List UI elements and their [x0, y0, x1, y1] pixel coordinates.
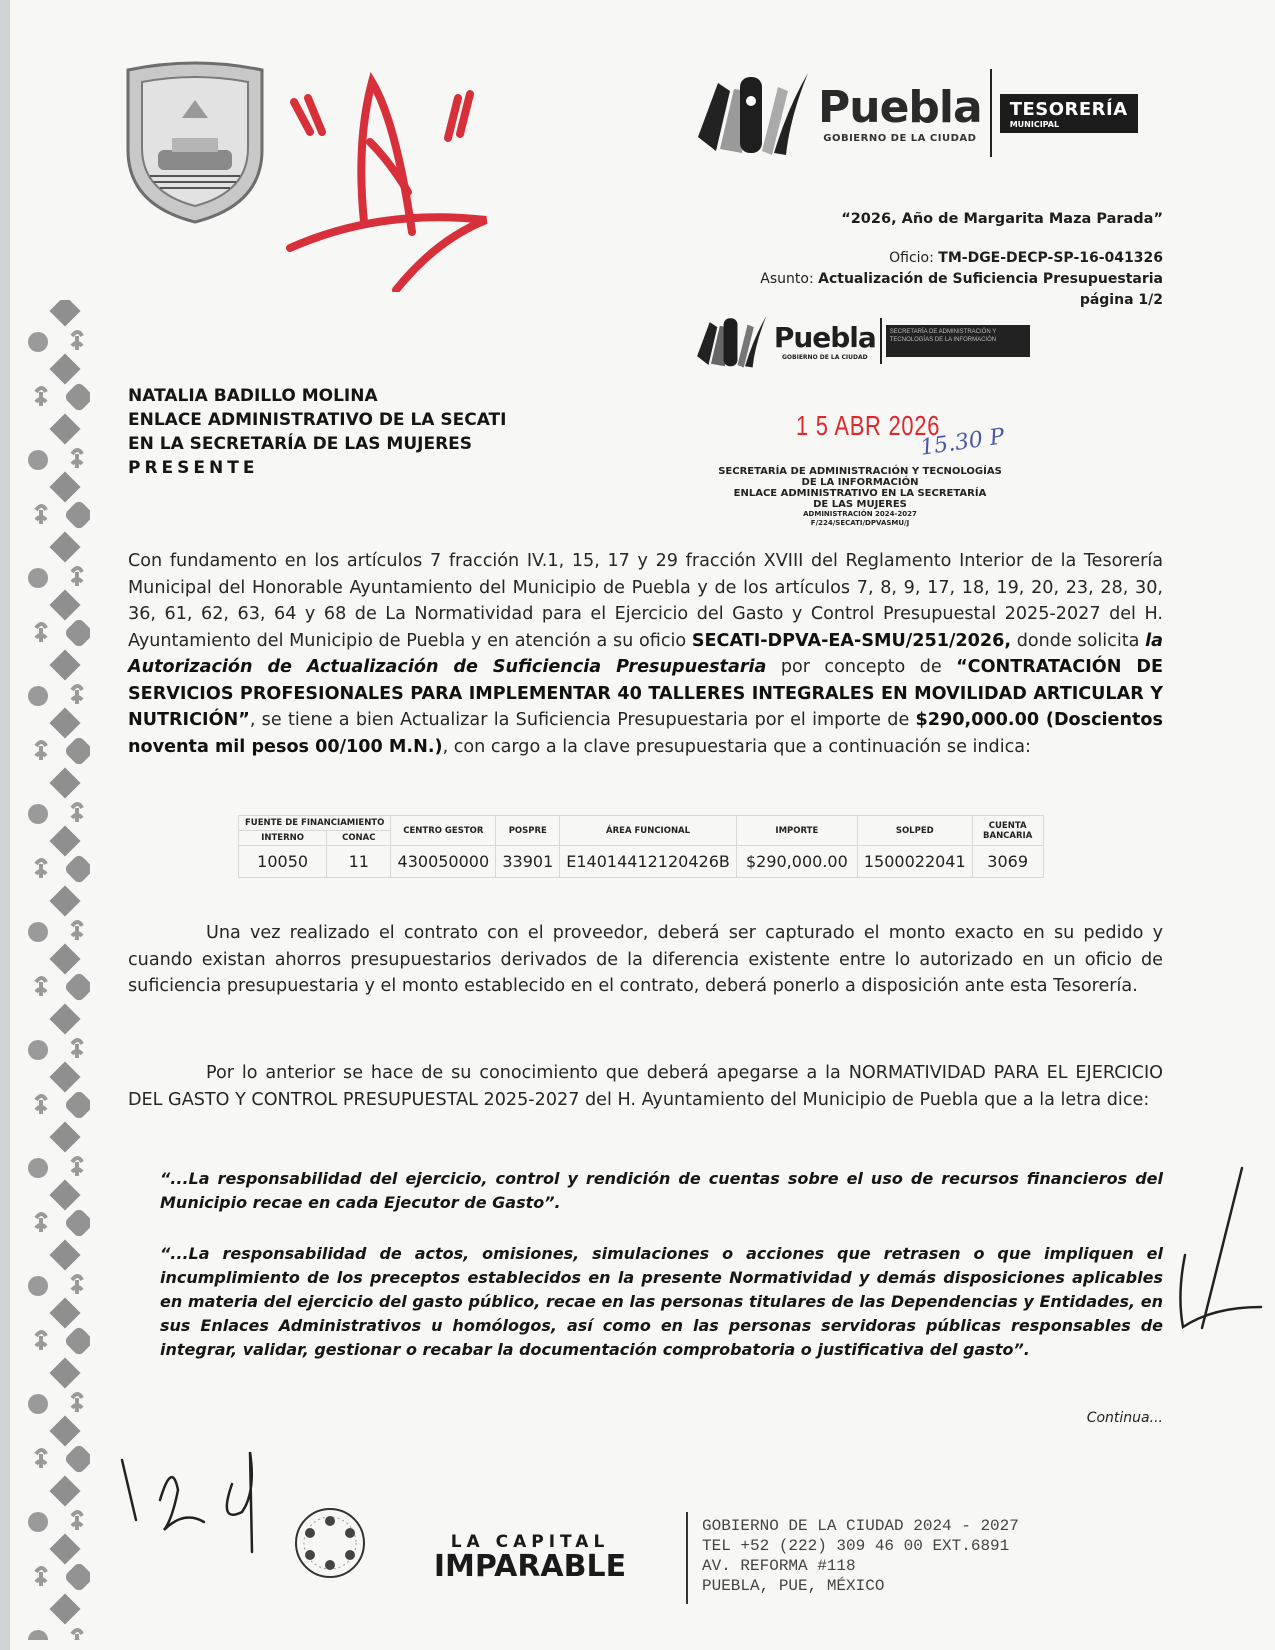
- handwritten-received-time: 15.30 P: [918, 424, 1007, 461]
- request-oficio-ref: SECATI-DPVA-EA-SMU/251/2026,: [691, 630, 1012, 651]
- footer-address: GOBIERNO DE LA CIUDAD 2024 - 2027 TEL +52 (222) 309 46 00 EXT.6891 AV. REFORMA #118 PUEBLA, PUE, MÉXICO: [702, 1517, 1019, 1595]
- received-date-stamp: 1 5 ABR 2026: [796, 410, 941, 441]
- conac-header: CONAC: [327, 831, 391, 846]
- handwritten-a-mark-icon: [282, 62, 492, 292]
- continued-note: Continua...: [1086, 1410, 1163, 1426]
- recipient-block: [128, 384, 506, 480]
- area-funcional-header: ÁREA FUNCIONAL: [560, 816, 737, 846]
- cell-solped: 1500022041: [857, 846, 972, 878]
- cell-conac: 11: [327, 846, 391, 878]
- year-motto: “2026, Año de Margarita Maza Parada”: [841, 211, 1163, 227]
- page-number: página 1/2: [1079, 292, 1163, 308]
- logo-subtitle: GOBIERNO DE LA CIUDAD: [823, 133, 977, 144]
- solped-header: SOLPED: [857, 816, 972, 846]
- recipient-name: NATALIA BADILLO MOLINA: [128, 386, 378, 406]
- cell-interno: 10050: [239, 846, 327, 878]
- asunto-value: Actualización de Suficiencia Presupuestaria: [818, 271, 1163, 287]
- regulation-quote-1: “...La responsabilidad del ejercicio, control y rendición de cuentas sobre el uso de recursos financieros del Municipio recae en cada Ejecutor de Gasto”.: [160, 1169, 1163, 1212]
- municipal-coat-of-arms-icon: [120, 58, 270, 226]
- recipient-title: ENLACE ADMINISTRATIVO DE LA SECATI: [128, 410, 507, 430]
- received-stamp-dept: SECRETARÍA DE ADMINISTRACIÓN Y TECNOLOGÍAS DE LA INFORMACIÓN: [886, 325, 1030, 357]
- presente-label: PRESENTE: [128, 458, 259, 478]
- importe-header: IMPORTE: [736, 816, 857, 846]
- asunto-line: Asunto: Actualización de Suficiencia Presupuestaria: [760, 271, 1163, 287]
- authorized-amount: $290,000.00 (Doscientos noventa mil pesos 00/100 M.N.): [128, 710, 1163, 757]
- cell-cuenta-bancaria: 3069: [972, 846, 1043, 878]
- recipient-title-2: EN LA SECRETARÍA DE LAS MUJERES: [128, 434, 473, 454]
- puebla-city-logo-small-icon: [690, 312, 770, 370]
- slogan-line-2: IMPARABLE: [433, 1549, 627, 1584]
- budget-key-table: [238, 815, 1044, 878]
- left-page-edge: [0, 0, 10, 1650]
- centro-gestor-header: CENTRO GESTOR: [391, 816, 496, 846]
- funding-source-header: FUENTE DE FINANCIAMIENTO: [239, 816, 391, 831]
- tesoreria-badge: TESORERÍA MUNICIPAL: [1000, 94, 1138, 133]
- puebla-wordmark: Puebla: [818, 82, 982, 133]
- la-capital-imparable-logo: [400, 1532, 660, 1582]
- table-row: [239, 846, 1044, 878]
- cuenta-bancaria-header: CUENTA BANCARIA: [972, 816, 1043, 846]
- service-concept: “CONTRATACIÓN DE SERVICIOS PROFESIONALES PARA IMPLEMENTAR 40 TALLERES INTEGRALES EN MOVILIDAD ARTICULAR Y NUTRICIÓN”: [128, 657, 1163, 730]
- cell-importe: $290,000.00: [736, 846, 857, 878]
- received-stamp-text: SECRETARÍA DE ADMINISTRACIÓN Y TECNOLOGÍAS DE LA INFORMACIÓN ENLACE ADMINISTRATIVO EN LA SECRETARÍA DE LAS MUJERES ADMINISTRACIÓN 2024-2027 F/224/SECATI/DPVASMU/J: [718, 466, 1002, 527]
- interno-header: INTERNO: [239, 831, 327, 846]
- labor-equality-certification-seal-icon: [292, 1505, 368, 1581]
- regulation-quote-2: “...La responsabilidad de actos, omisiones, simulaciones o acciones que retrasen o que impliquen el incumplimiento de los preceptos establecidos en la presente Normatividad y demás disposiciones aplicables en materia del ejercicio del gasto público, recae en las personas titulares de las Dependencias y Entidades, en sus Enlaces Administrativos u homólogos, así como en las personas servidoras públicas responsables de integrar, validar, gestionar o recabar la documentación comprobatoria o justificativa del gasto”.: [160, 1244, 1163, 1359]
- cell-area-funcional: E14014412120426B: [560, 846, 737, 878]
- cell-pospre: 33901: [496, 846, 560, 878]
- oficio-number: TM-DGE-DECP-SP-16-041326: [938, 250, 1163, 266]
- cell-centro-gestor: 430050000: [391, 846, 496, 878]
- body-paragraph-2: Una vez realizado el contrato con el proveedor, deberá ser capturado el monto exacto en su pedido y cuando existan ahorros presupuestarios derivados de la diferencia existente entre lo autorizado en un oficio de suficiencia presupuestaria y el monto establecido en el contrato, deberá ponerlo a disposición ante esta Tesorería.: [128, 923, 1163, 996]
- pospre-header: POSPRE: [496, 816, 560, 846]
- puebla-city-logo-icon: [690, 67, 810, 159]
- body-paragraph-1: Con fundamento en los artículos 7 fracción IV.1, 15, 17 y 29 fracción XVIII del Reglamento Interior de la Tesorería Municipal del Honorable Ayuntamiento del Municipio de Puebla y de los artículos 7, 8, 9, 17, 18, 19, 20, 23, 28, 30, 36, 61, 62, 63, 64 y 68 de La Normatividad para el Ejercicio del Gasto y Control Presupuestal 2025-2027 del H. Ayuntamiento del Municipio de Puebla y en atención a su oficio SECATI-DPVA-EA-SMU/251/2026, donde solicita la Autorización de Actualización de Suficiencia Presupuestaria por concepto de “CONTRATACIÓN DE SERVICIOS PROFESIONALES PARA IMPLEMENTAR 40 TALLERES INTEGRALES EN MOVILIDAD ARTICULAR Y NUTRICIÓN”, se tiene a bien Actualizar la Suficiencia Presupuestaria por el importe de $290,000.00 (Doscientos noventa mil pesos 00/100 M.N.), con cargo a la clave presupuestaria que a continuación se indica:: [128, 551, 1163, 757]
- body-paragraph-3: Por lo anterior se hace de su conocimiento que deberá apegarse a la NORMATIVIDAD PARA EL EJERCICIO DEL GASTO Y CONTROL PRESUPUESTAL 2025-2027 del H. Ayuntamiento del Municipio de Puebla que a la letra dice:: [128, 1063, 1163, 1110]
- footer-divider: [686, 1512, 688, 1604]
- oficio-line: Oficio: TM-DGE-DECP-SP-16-041326: [889, 250, 1163, 266]
- talavera-border-pattern-icon: [28, 300, 90, 1640]
- request-subject: la Autorización de Actualización de Suficiencia Presupuestaria: [128, 630, 1163, 677]
- received-stamp-logo: Puebla GOBIERNO DE LA CIUDAD SECRETARÍA DE ADMINISTRACIÓN Y TECNOLOGÍAS DE LA INFORMACIÓN: [690, 310, 1030, 372]
- puebla-tesoreria-logo: [690, 64, 1160, 162]
- slogan-line-1: LA CAPITAL: [450, 1532, 610, 1552]
